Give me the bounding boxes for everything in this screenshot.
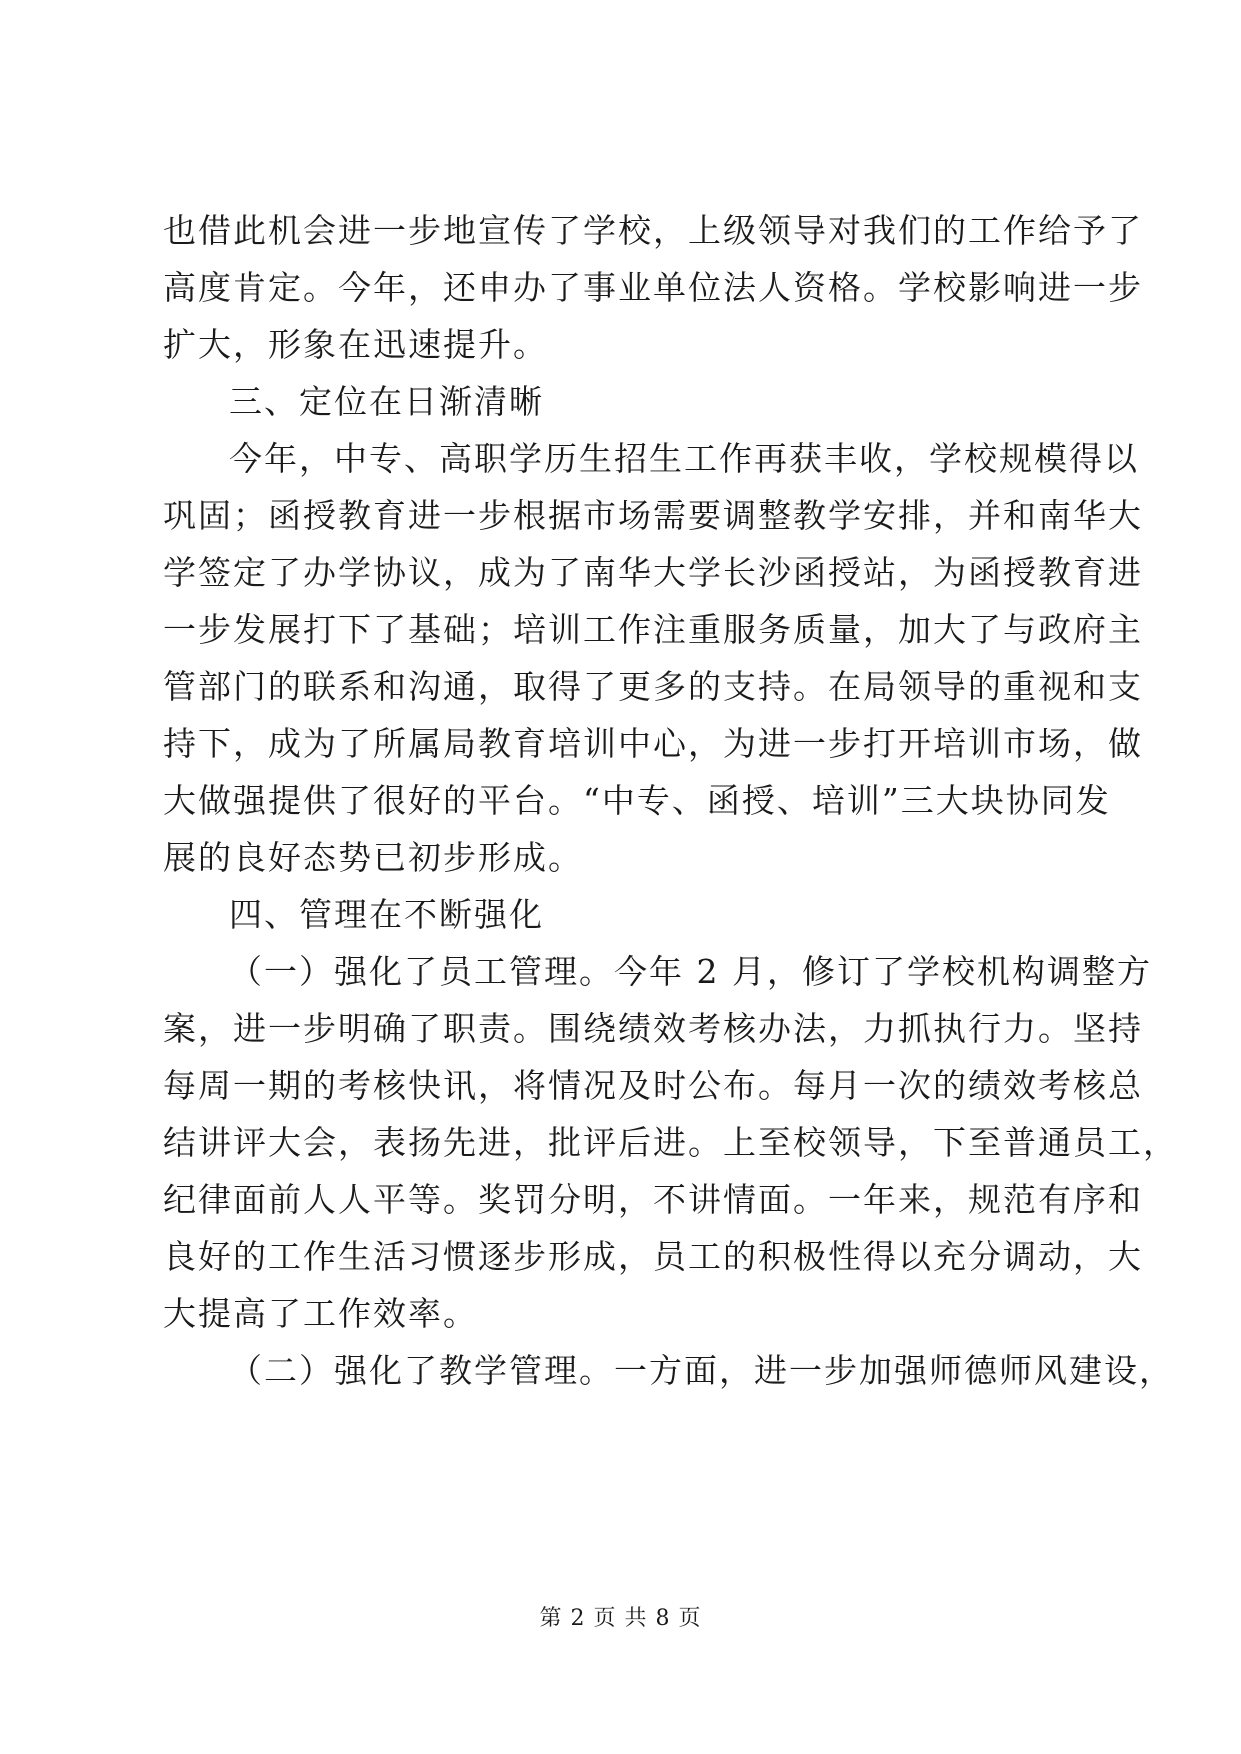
paragraph-line: （一）强化了员工管理。今年 2 月，修订了学校机构调整方 [229,952,1152,991]
paragraph-line: 学签定了办学协议，成为了南华大学长沙函授站，为函授教育进 [163,553,1143,592]
paragraph-line: 纪律面前人人平等。奖罚分明，不讲情面。一年来，规范有序和 [163,1180,1143,1219]
paragraph-line: 每周一期的考核快讯，将情况及时公布。每月一次的绩效考核总 [163,1066,1143,1105]
paragraph-line: 结讲评大会，表扬先进，批评后进。上至校领导，下至普通员工， [163,1123,1178,1162]
paragraph-line: 扩大，形象在迅速提升。 [163,325,548,364]
section-heading: 三、定位在日渐清晰 [229,382,544,421]
paragraph-line: 一步发展打下了基础；培训工作注重服务质量，加大了与政府主 [163,610,1143,649]
paragraph-line: 今年，中专、高职学历生招生工作再获丰收，学校规模得以 [229,439,1139,478]
section-heading: 四、管理在不断强化 [229,895,544,934]
paragraph-line: 管部门的联系和沟通，取得了更多的支持。在局领导的重视和支 [163,667,1143,706]
paragraph-line: 高度肯定。今年，还申办了事业单位法人资格。学校影响进一步 [163,268,1143,307]
paragraph-line: 巩固；函授教育进一步根据市场需要调整教学安排，并和南华大 [163,496,1143,535]
paragraph-line: 持下，成为了所属局教育培训中心，为进一步打开培训市场，做 [163,724,1143,763]
paragraph-line: 良好的工作生活习惯逐步形成，员工的积极性得以充分调动，大 [163,1237,1143,1276]
paragraph-line: 大做强提供了很好的平台。“中专、函授、培训”三大块协同发 [163,781,1111,820]
paragraph-line: 案，进一步明确了职责。围绕绩效考核办法，力抓执行力。坚持 [163,1009,1143,1048]
paragraph-line: 大提高了工作效率。 [163,1294,478,1333]
paragraph-line: （二）强化了教学管理。一方面，进一步加强师德师风建设， [229,1351,1174,1390]
paragraph-line: 展的良好态势已初步形成。 [163,838,583,877]
paragraph-line: 也借此机会进一步地宣传了学校，上级领导对我们的工作给予了 [163,211,1143,250]
page-number-footer: 第 2 页 共 8 页 [539,1606,702,1631]
